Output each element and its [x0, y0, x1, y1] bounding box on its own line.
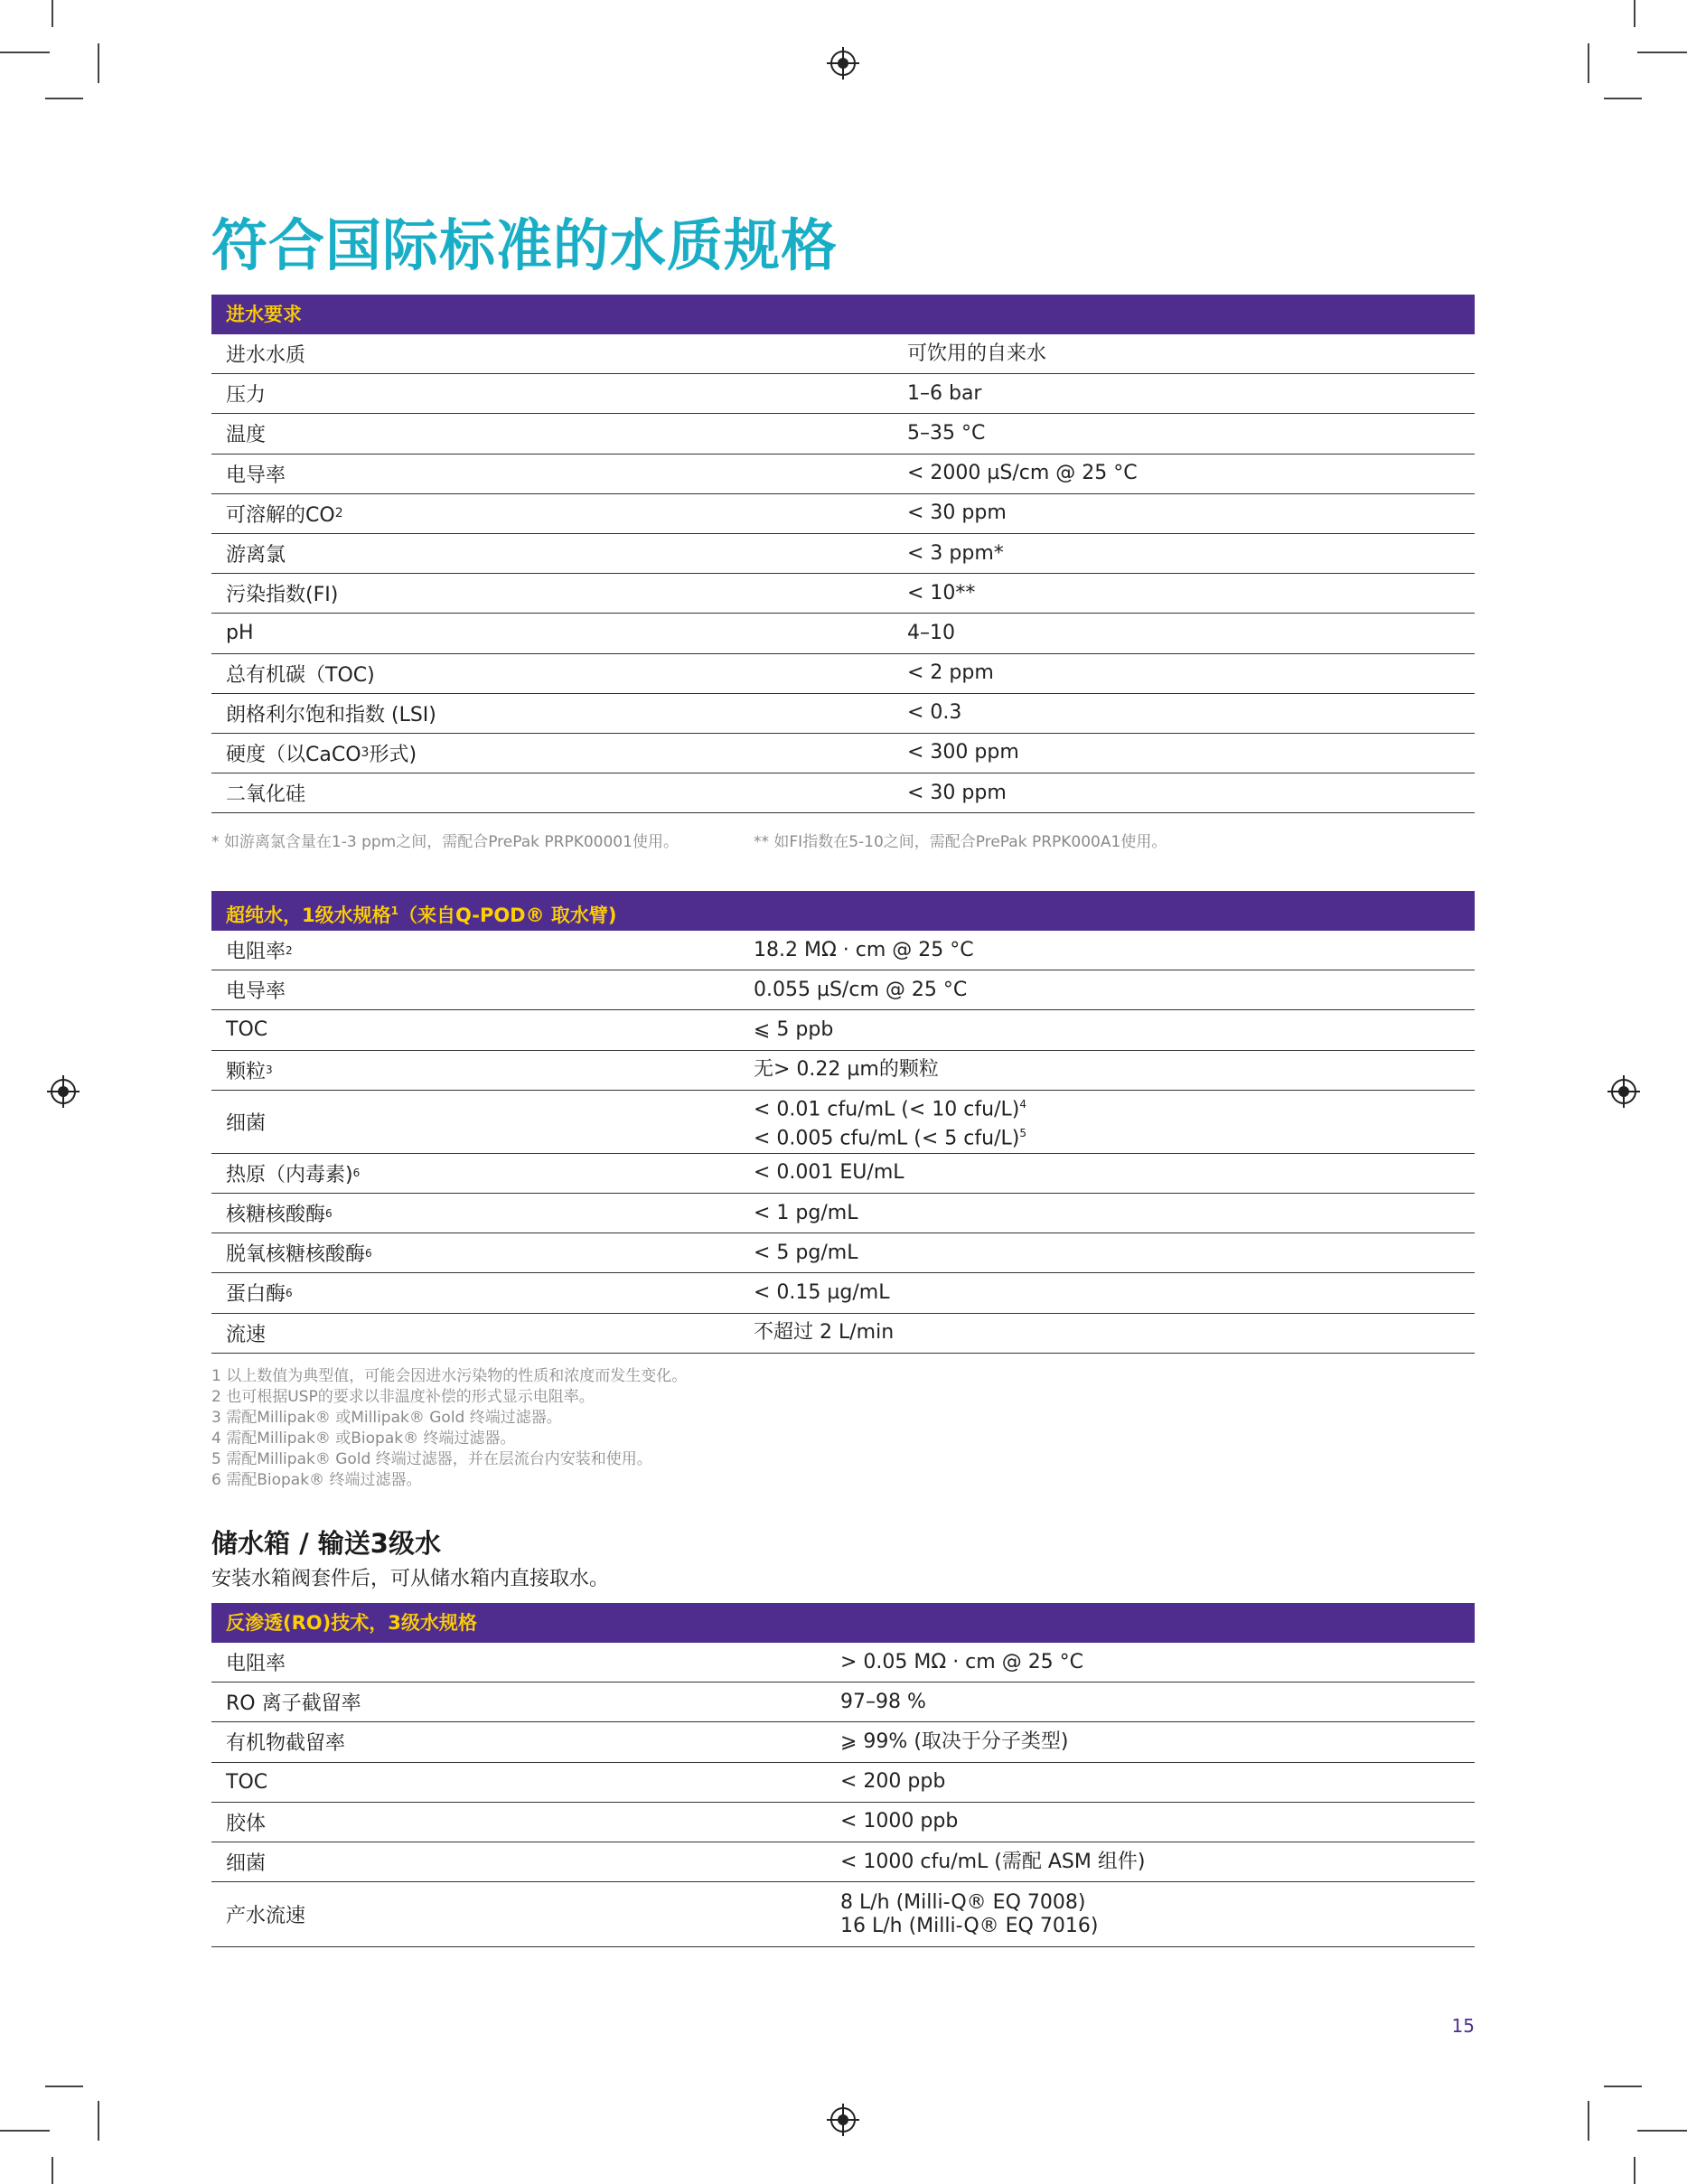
row-value-line: [907, 582, 975, 605]
row-label-text: 污染指数(FI): [226, 584, 339, 607]
row-value-text: < 0.15 µg/mL: [754, 1280, 890, 1304]
row-value: [840, 1882, 1098, 1946]
row-label: [211, 1091, 754, 1153]
footnote-free-chlorine: * 如游离氯含量在1-3 ppm之间，需配合PrePak PRPK00001使用。: [211, 833, 679, 851]
crop-mark: [1634, 0, 1635, 27]
table-row: [211, 1763, 1475, 1803]
row-label-text: 游离氯: [226, 544, 286, 567]
crop-mark: [1588, 2101, 1589, 2141]
row-value-text: < 0.005 cfu/mL (< 5 cfu/L): [754, 1127, 1020, 1150]
row-label: [211, 455, 907, 493]
row-value: [907, 494, 1007, 533]
row-value-text: < 200 ppb: [840, 1770, 946, 1794]
row-label-text: 进水水质: [226, 344, 306, 368]
row-label: [211, 694, 907, 733]
table-row: [211, 1803, 1475, 1842]
row-value: [907, 414, 985, 453]
feed-water-rows: [211, 334, 1475, 813]
row-value-line: [754, 1018, 833, 1042]
row-value-text: 无> 0.22 µm的颗粒: [754, 1058, 939, 1082]
ultrapure-water-table-header: [211, 891, 1475, 931]
row-value-line: [840, 1651, 1083, 1674]
row-value-line: [754, 979, 967, 1002]
row-value-text: < 30 ppm: [907, 501, 1007, 525]
table-row: [211, 574, 1475, 614]
crop-mark: [1637, 2130, 1687, 2132]
registration-mark-icon: [51, 1079, 76, 1104]
row-value-line: [907, 782, 1007, 805]
row-value: [754, 1314, 894, 1353]
row-label-text-after: 形式): [369, 743, 417, 766]
ultrapure-footnotes: [211, 1366, 687, 1491]
row-value-text: < 5 pg/mL: [754, 1241, 858, 1264]
crop-mark: [45, 2086, 83, 2087]
row-value-text: < 3 ppm*: [907, 541, 1004, 565]
row-label-text: 硬度（以CaCO: [226, 743, 361, 766]
row-value-text: 可饮用的自来水: [907, 342, 1047, 365]
crop-mark: [1634, 2157, 1635, 2184]
row-label: [211, 614, 907, 652]
row-value-line: [754, 1161, 904, 1185]
row-label: [211, 1194, 754, 1233]
row-value-line: [840, 1730, 1069, 1754]
crop-mark: [1604, 98, 1642, 99]
table-row: [211, 1842, 1475, 1882]
table-row: [211, 1314, 1475, 1354]
row-value-text: 1–6 bar: [907, 381, 982, 405]
crop-mark: [1588, 43, 1589, 83]
row-value-line: [754, 1321, 894, 1345]
table-row: [211, 1051, 1475, 1091]
table-row: [211, 414, 1475, 454]
row-label-text: 电阻率: [226, 1653, 286, 1676]
row-value-text: < 2 ppm: [907, 661, 994, 685]
row-value: [840, 1643, 1083, 1682]
row-label-superscript: 6: [365, 1246, 372, 1260]
row-label-superscript: 6: [352, 1167, 361, 1180]
row-label: [211, 334, 907, 373]
table-row: [211, 1643, 1475, 1683]
crop-mark: [45, 98, 83, 99]
table-row: [211, 1194, 1475, 1233]
row-value: [754, 970, 967, 1009]
row-label: [211, 374, 907, 413]
row-value-text: 不超过 2 L/min: [754, 1321, 895, 1345]
row-value-text: 16 L/h (Milli-Q® EQ 7016): [840, 1914, 1099, 1937]
row-value-line: [754, 1092, 1026, 1121]
crop-mark: [98, 43, 99, 83]
row-value-text: 4–10: [907, 621, 955, 644]
row-value: [907, 374, 981, 413]
table-row: [211, 931, 1475, 970]
row-label-text: 热原（内毒素): [226, 1163, 353, 1186]
row-value-text: < 30 ppm: [907, 781, 1007, 804]
row-value: [840, 1842, 1145, 1881]
row-value: [907, 654, 994, 693]
row-label-text: 总有机碳（TOC): [226, 663, 375, 687]
table-row: [211, 614, 1475, 653]
table-row: [211, 1233, 1475, 1273]
row-value: [754, 1051, 939, 1090]
crop-mark: [0, 52, 50, 53]
row-value-line: [754, 1281, 889, 1305]
ro-water-rows: [211, 1643, 1475, 1947]
header-text-after: （来自Q-POD® 取水臂): [398, 905, 617, 926]
row-value-line: [907, 462, 1138, 485]
row-value-line: [754, 1058, 939, 1082]
row-value-text: 5–35 °C: [907, 421, 986, 445]
table-row: [211, 334, 1475, 374]
row-label: [211, 1314, 754, 1353]
storage-description: 安装水箱阀套件后，可从储水箱内直接取水。: [211, 1568, 610, 1590]
row-value-superscript: 5: [1019, 1127, 1026, 1140]
table-row: [211, 970, 1475, 1010]
row-label-subscript: 2: [334, 506, 343, 521]
row-value-line: [840, 1691, 926, 1714]
table-row: [211, 1273, 1475, 1313]
feed-water-table: [211, 295, 1475, 813]
row-label: [211, 1683, 840, 1721]
table-row: [211, 374, 1475, 414]
row-label-text: 脱氧核糖核酸酶: [226, 1243, 366, 1267]
row-label-text: 细菌: [226, 1852, 267, 1876]
row-label-text: RO 离子截留率: [226, 1692, 361, 1716]
row-value: [754, 931, 974, 970]
row-label: [211, 1803, 840, 1842]
row-value-text: < 300 ppm: [907, 741, 1019, 764]
row-label-superscript: 6: [325, 1206, 333, 1220]
ro-water-table-header: 反渗透(RO)技术，3级水规格: [211, 1603, 1475, 1643]
crop-mark: [52, 2157, 53, 2184]
row-label-text: 温度: [226, 424, 267, 447]
row-value: [840, 1803, 958, 1842]
row-label: [211, 1051, 754, 1090]
row-label: [211, 494, 907, 533]
row-label-text: TOC: [226, 1770, 268, 1794]
table-row: [211, 654, 1475, 694]
row-label-text: 二氧化硅: [226, 783, 306, 807]
crop-mark: [0, 2130, 50, 2132]
row-value-superscript: 4: [1019, 1097, 1026, 1111]
row-label: [211, 1882, 840, 1946]
row-label-text: 核糖核酸酶: [226, 1204, 326, 1227]
row-value-line: [907, 622, 955, 645]
row-value: [840, 1763, 945, 1802]
row-value-line: [907, 422, 985, 445]
row-value: [907, 455, 1138, 493]
row-value-line: [840, 1915, 1098, 1938]
row-value: [754, 1154, 904, 1193]
row-label: [211, 654, 907, 693]
footnote: 5 需配Millipak® Gold 终端过滤器，并在层流台内安装和使用。: [211, 1450, 652, 1468]
row-value-text: < 2000 µS/cm @ 25 °C: [907, 462, 1138, 485]
row-label-text: 电导率: [226, 464, 286, 487]
row-label: [211, 1273, 754, 1312]
table-row: [211, 1882, 1475, 1947]
footnote: 1 以上数值为典型值，可能会因进水污染物的性质和浓度而发生变化。: [211, 1367, 688, 1385]
table-row: [211, 1091, 1475, 1154]
row-value-text: ⩾ 99% (取决于分子类型): [840, 1729, 1069, 1753]
footnote: 4 需配Millipak® 或Biopak® 终端过滤器。: [211, 1429, 516, 1448]
row-value-text: > 0.05 MΩ · cm @ 25 °C: [840, 1650, 1084, 1673]
table-row: [211, 1010, 1475, 1050]
storage-title: 储水箱 / 输送3级水: [211, 1528, 441, 1559]
row-value: [907, 574, 975, 613]
table-row: [211, 1683, 1475, 1722]
row-label-text: 流速: [226, 1323, 267, 1346]
row-label: [211, 734, 907, 773]
row-value: [907, 694, 961, 733]
row-label: [211, 931, 754, 970]
row-label-subscript: 3: [361, 745, 370, 761]
row-value: [754, 1194, 858, 1233]
table-row: [211, 455, 1475, 494]
row-value-line: [907, 741, 1019, 764]
row-label-text: 胶体: [226, 1812, 267, 1835]
row-label-text: 电阻率: [226, 941, 286, 964]
row-label-text: 压力: [226, 384, 267, 408]
row-value-line: [754, 1121, 1026, 1150]
row-label-text: 细菌: [226, 1111, 267, 1135]
row-label: [211, 773, 907, 812]
row-label-text: 蛋白酶: [226, 1283, 286, 1307]
row-value-line: [754, 1242, 858, 1265]
row-label-text: 有机物截留率: [226, 1732, 346, 1756]
row-label: [211, 414, 907, 453]
row-value: [840, 1683, 926, 1721]
row-value-line: [754, 1202, 858, 1225]
row-label-text: 颗粒: [226, 1060, 267, 1083]
row-value: [754, 1091, 1026, 1153]
row-value-text: 0.055 µS/cm @ 25 °C: [754, 978, 968, 1001]
row-value-line: [907, 701, 961, 725]
row-value-text: 8 L/h (Milli-Q® EQ 7008): [840, 1890, 1086, 1914]
table-row: [211, 1154, 1475, 1194]
page-number: 15: [1451, 2015, 1475, 2037]
row-label-superscript: 3: [266, 1064, 273, 1077]
row-value: [907, 614, 955, 652]
row-label-superscript: 6: [286, 1286, 293, 1299]
row-label-text: 朗格利尔饱和指数 (LSI): [226, 703, 436, 726]
row-label: [211, 1643, 840, 1682]
row-label-superscript: 2: [286, 943, 293, 957]
row-value-line: [907, 501, 1007, 525]
row-label: [211, 1010, 754, 1049]
header-sup: 1: [390, 905, 398, 917]
page-title: 符合国际标准的水质规格: [211, 212, 839, 278]
row-label-text: pH: [226, 622, 254, 645]
row-label: [211, 1233, 754, 1272]
footnote-fouling-index: ** 如FI指数在5-10之间，需配合PrePak PRPK000A1使用。: [754, 833, 1167, 851]
row-value: [754, 1273, 889, 1312]
row-value-line: [840, 1770, 945, 1794]
row-value: [840, 1722, 1069, 1761]
row-value: [907, 334, 1046, 373]
row-value-text: ⩽ 5 ppb: [754, 1017, 834, 1041]
row-value-text: < 0.01 cfu/mL (< 10 cfu/L): [754, 1098, 1020, 1121]
row-value-line: [907, 342, 1046, 366]
row-value-text: < 1 pg/mL: [754, 1201, 858, 1224]
footnote: 3 需配Millipak® 或Millipak® Gold 终端过滤器。: [211, 1409, 562, 1427]
registration-mark-icon: [830, 2107, 856, 2132]
row-label: [211, 1722, 840, 1761]
row-value-text: < 0.3: [907, 701, 962, 725]
table-row: [211, 494, 1475, 534]
crop-mark: [1637, 52, 1687, 53]
table-row: [211, 773, 1475, 813]
ultrapure-water-table: [211, 891, 1475, 1354]
row-label-text: 可溶解的CO: [226, 503, 335, 527]
footnote: 6 需配Biopak® 终端过滤器。: [211, 1471, 422, 1489]
row-label: [211, 970, 754, 1009]
feed-water-table-header: 进水要求: [211, 295, 1475, 334]
footnote: 2 也可根据USP的要求以非温度补偿的形式显示电阻率。: [211, 1388, 595, 1406]
row-label: [211, 1842, 840, 1881]
crop-mark: [98, 2101, 99, 2141]
row-value: [754, 1010, 833, 1049]
row-value-text: < 0.001 EU/mL: [754, 1161, 904, 1185]
ultrapure-water-rows: [211, 931, 1475, 1354]
row-value-line: [907, 542, 1004, 566]
table-row: [211, 734, 1475, 773]
row-value-line: [907, 661, 994, 685]
row-label-text: TOC: [226, 1018, 268, 1042]
row-value-text: 97–98 %: [840, 1690, 926, 1713]
row-value-text: < 1000 cfu/mL (需配 ASM 组件): [840, 1850, 1146, 1873]
row-label: [211, 534, 907, 573]
row-label-text: 电导率: [226, 980, 286, 1004]
row-value-line: [907, 382, 981, 406]
row-value-text: < 10**: [907, 581, 976, 605]
crop-mark: [1604, 2086, 1642, 2087]
row-label-text: 产水流速: [226, 1905, 306, 1928]
registration-mark-icon: [1611, 1079, 1636, 1104]
row-value-text: 18.2 MΩ · cm @ 25 °C: [754, 938, 974, 961]
table-row: [211, 694, 1475, 734]
registration-mark-icon: [830, 51, 856, 76]
row-value-text: < 1000 ppb: [840, 1810, 959, 1833]
row-value-line: [840, 1810, 958, 1833]
row-value-line: [840, 1891, 1098, 1915]
row-value: [907, 734, 1019, 773]
row-value: [907, 534, 1004, 573]
row-value: [754, 1233, 858, 1272]
row-value: [907, 773, 1007, 812]
crop-mark: [52, 0, 53, 27]
header-text: 超纯水，1级水规格: [226, 905, 391, 926]
table-row: [211, 1722, 1475, 1762]
row-value-line: [840, 1851, 1145, 1874]
row-value-line: [754, 939, 974, 962]
table-row: [211, 534, 1475, 574]
row-label: [211, 574, 907, 613]
row-label: [211, 1763, 840, 1802]
row-label: [211, 1154, 754, 1193]
ro-water-table: [211, 1603, 1475, 1947]
